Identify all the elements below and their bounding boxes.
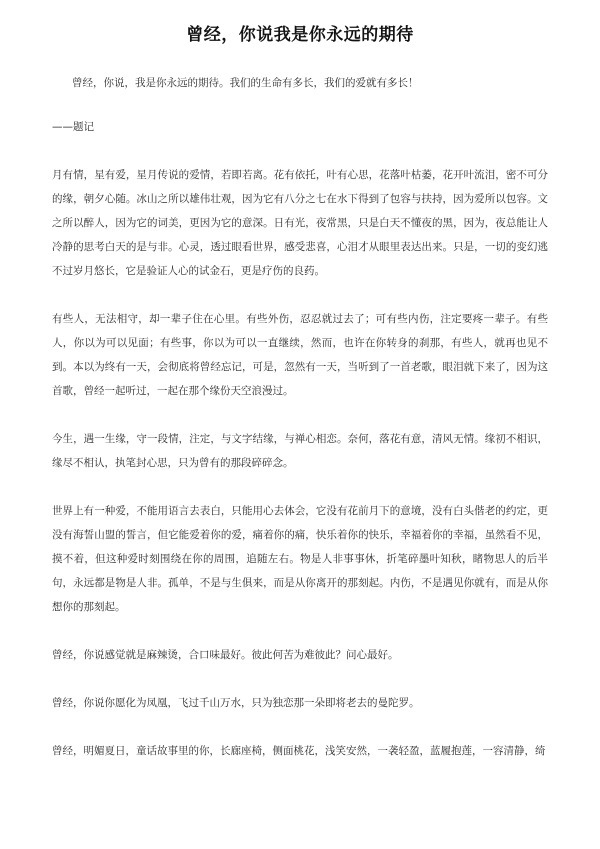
document-title: 曾经，你说我是你永远的期待 bbox=[186, 25, 414, 45]
body-paragraph-3: 今生，遇一生缘，守一段情，注定，与文字结缘，与禅心相恋。奈何，落花有意，清风无情。缘初不相识，缘尽不相认，执笔封心思，只为曾有的那段碎碎念。 bbox=[52, 433, 548, 469]
body-paragraph-4: 世界上有一种爱，不能用语言去表白，只能用心去体会，它没有花前月下的意境，没有白头偕老的约定，更没有海誓山盟的誓言，但它能爱着你的爱，痛着你的痛，快乐着你的快乐，幸福着你的幸福，虽然看不见，摸不着，但这种爱时刻围绕在你的周围，追随左右。物是人非事事休，折笔碎墨叶知秋，睹物思人的后半句，永远都是物是人非。孤单，不是与生俱来，而是从你离开的那刻起。内伤，不是遇见你就有，而是从你想你的那刻起。 bbox=[52, 505, 548, 613]
spacer bbox=[52, 283, 548, 307]
intro-paragraph: 曾经，你说，我是你永远的期待。我们的生命有多长，我们的爱就有多长！ bbox=[72, 77, 419, 89]
body-paragraph-2: 有些人，无法相守，却一辈子住在心里。有些外伤，忍忍就过去了；可有些内伤，注定要疼一辈子。有些人，你以为可以见面；有些事，你以为可以一直继续，然而，也许在你转身的刹那，有些人，就再也见不到。本以为终有一天，会彻底将曾经忘记，可是，忽然有一天，当听到了一首老歌，眼泪就下来了，因为这首歌，曾经一起听过，一起在那个缘份天空浪漫过。 bbox=[52, 313, 548, 397]
spacer bbox=[52, 475, 548, 499]
body-paragraph-5: 曾经，你说感觉就是麻辣烫，合口味最好。彼此何苦为难彼此？问心最好。 bbox=[52, 649, 399, 661]
spacer bbox=[52, 619, 548, 643]
spacer bbox=[52, 715, 548, 739]
epigraph-note: ——题记 bbox=[52, 121, 94, 133]
body-paragraph-6: 曾经，你说你愿化为凤凰，飞过千山万水，只为独恋那一朵即将老去的曼陀罗。 bbox=[52, 697, 420, 709]
body-paragraph-7: 曾经，明媚夏日，童话故事里的你，长廊座椅，侧面桃花，浅笑安然，一袭轻盈，蓝履抱莲，一容清静，绮 bbox=[52, 745, 546, 757]
body-paragraph-1: 月有情，星有爱，星月传说的爱情，若即若离。花有依托，叶有心思，花落叶枯萎，花开叶流泪，密不可分的缘，朝夕心随。冰山之所以雄伟壮观，因为它有八分之七在水下得到了包容与扶持，因为爱所以包容。文之所以醉人，因为它的词美，更因为它的意深。日有光，夜常黑，只是白天不懂夜的黑，因为，夜总能让人冷静的思考白天的是与非。心灵，透过眼看世界，感受悲喜，心泪才从眼里表达出来。只是，一切的变幻逃不过岁月悠长，它是验证人心的试金石，更是疗伤的良药。 bbox=[52, 169, 548, 277]
spacer bbox=[52, 139, 548, 163]
spacer bbox=[52, 667, 548, 691]
spacer bbox=[52, 95, 548, 115]
spacer bbox=[52, 403, 548, 427]
